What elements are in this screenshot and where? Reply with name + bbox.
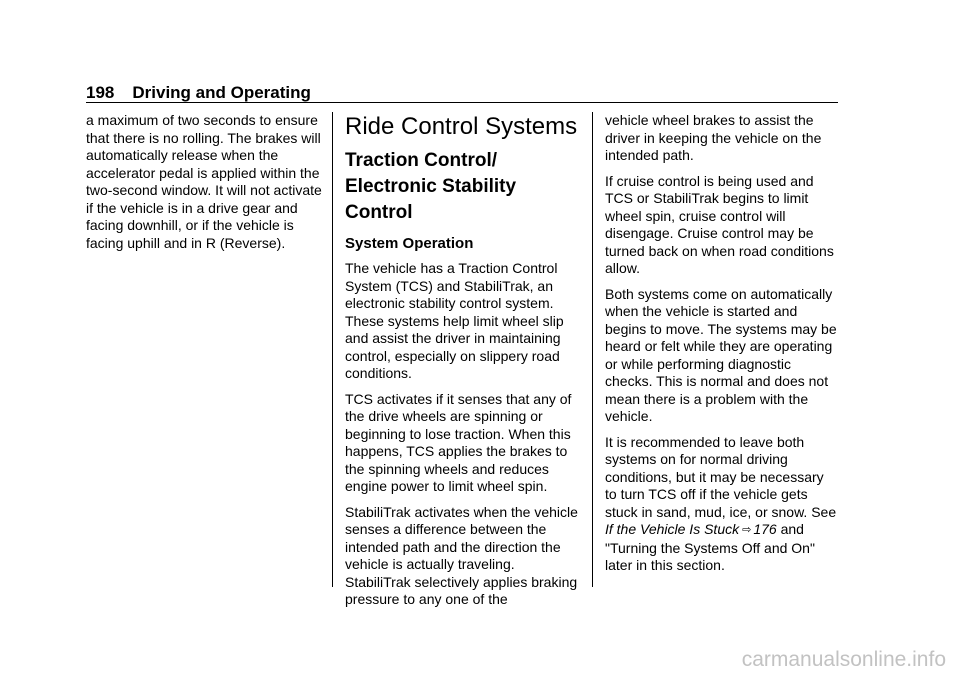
paragraph [605,434,839,575]
paragraph: If cruise control is being used and TCS or StabiliTrak begins to limit wheel spin, cruise control will disengage. Cruise control may be turned back on when road conditions allow. [605,172,834,276]
paragraph: StabiliTrak activates when the vehicle senses a difference between the intended path and the direction the vehicle is actually traveling. StabiliTrak selectively applies braking pressure to any one of the [345,503,578,607]
page-number: 198 [86,83,115,102]
paragraph-text: and "Turning the Systems Off and On" later in this section. [605,521,815,573]
column-2 [345,112,583,617]
header-rule [86,102,838,103]
column-3 [605,112,839,583]
paragraph: TCS activates if it senses that any of the drive wheels are spinning or beginning to lose traction. When this happens, TCS applies the brakes to the spinning wheels and reduces engine power to limit wheel spin. [345,390,572,494]
heading-line: Control [345,202,413,223]
page-header [86,82,311,104]
paragraph-text: It is recommended to leave both systems on for normal driving conditions, but it may be necessary to turn TCS off if the vehicle gets stuck in sand, mud, ice, or snow. See [605,433,837,520]
heading-ride-control-systems: Ride Control Systems [345,113,578,140]
column-divider-1 [332,112,333,587]
heading-line: Traction Control/ [345,150,497,171]
column-divider-2 [592,112,593,587]
column-1-paragraph: a maximum of two seconds to ensure that there is no rolling. The brakes will automatically release when the accelerator pedal is applied within the two-second window. It will not activate if the vehicle is in a drive gear and facing downhill, or if the vehicle is facing uphill and in R (Reverse). [86,112,322,251]
reference-title: If the Vehicle Is Stuck [605,521,740,537]
column-1 [86,112,322,260]
heading-system-operation: System Operation [345,235,474,252]
paragraph: Both systems come on automatically when the vehicle is started and begins to move. The systems may be heard or felt while they are operating or while performing diagnostic checks. This is normal and does not mean there is a problem with the vehicle. [605,285,837,424]
reference-page: 176 [753,521,777,537]
page-reference-icon: ⇨ [742,524,752,536]
heading-line: Electronic Stability [345,176,517,197]
cross-reference-link[interactable] [605,521,777,537]
section-title: Driving and Operating [132,83,311,102]
paragraph: vehicle wheel brakes to assist the driver in keeping the vehicle on the intended path. [605,112,822,163]
paragraph: The vehicle has a Traction Control System (TCS) and StabiliTrak, an electronic stability control system. These systems help limit wheel slip and assist the driver in maintaining control, especially on slippery road conditions. [345,260,564,381]
watermark: carmanualsonline.info [741,648,946,671]
heading-traction-control [345,148,583,226]
